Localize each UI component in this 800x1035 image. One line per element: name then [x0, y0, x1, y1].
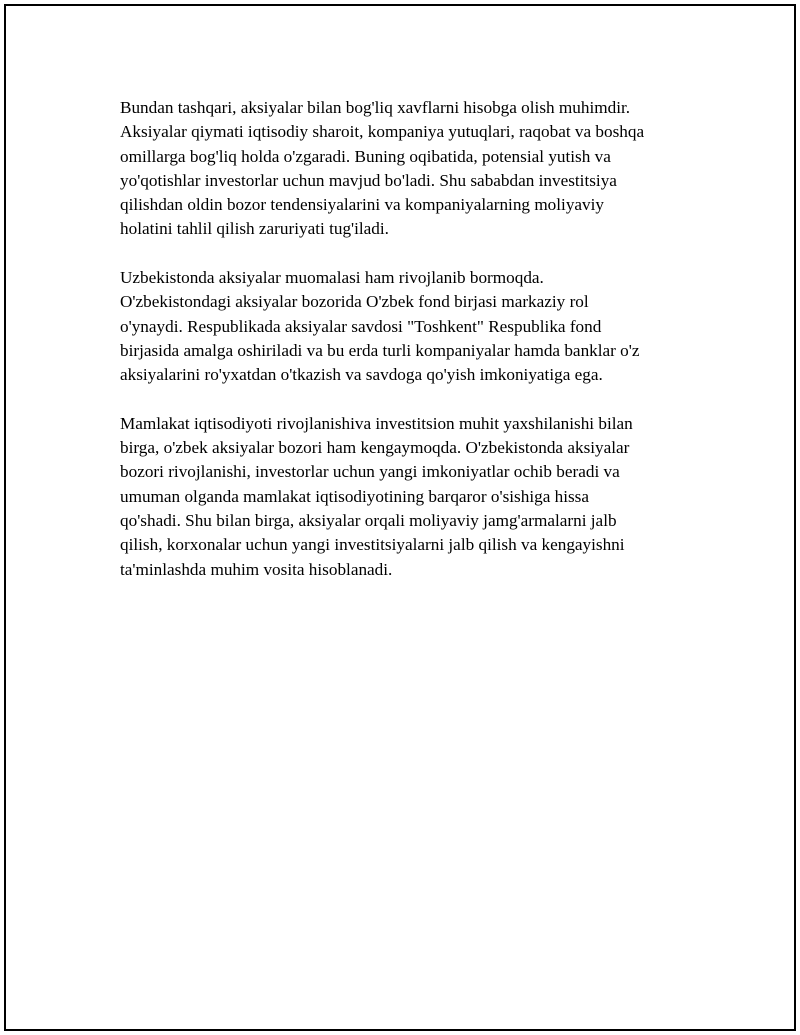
text-line: Aksiyalar qiymati iqtisodiy sharoit, kompaniya yutuqlari, raqobat va boshqa: [120, 122, 645, 142]
text-line: qilishdan oldin bozor tendensiyalarini va kompaniyalarning moliyaviy: [120, 195, 605, 215]
text-line: o'ynaydi. Respublikada aksiyalar savdosi "Toshkent" Respublika fond: [120, 316, 602, 336]
text-line: ta'minlashda muhim vosita hisoblanadi.: [120, 559, 393, 579]
text-line: aksiyalarini ro'yxatdan o'tkazish va savdoga qo'yish imkoniyatiga ega.: [120, 365, 603, 385]
text-line: bozori rivojlanishi, investorlar uchun yangi imkoniyatlar ochib beradi va: [120, 462, 620, 482]
paragraph-3: [120, 412, 700, 582]
document-body: [120, 96, 700, 606]
document-page: [4, 4, 796, 1031]
text-line: yo'qotishlar investorlar uchun mavjud bo'ladi. Shu sababdan investitsiya: [120, 170, 617, 190]
text-line: omillarga bog'liq holda o'zgaradi. Buning oqibatida, potensial yutish va: [120, 146, 611, 166]
text-line: birga, o'zbek aksiyalar bozori ham kengaymoqda. O'zbekistonda aksiyalar: [120, 438, 630, 458]
paragraph-2: [120, 266, 700, 387]
text-line: O'zbekistondagi aksiyalar bozorida O'zbek fond birjasi markaziy rol: [120, 292, 589, 312]
paragraph-1: [120, 96, 700, 242]
text-line: holatini tahlil qilish zaruriyati tug'iladi.: [120, 219, 389, 239]
text-line: Uzbekistonda aksiyalar muomalasi ham rivojlanib bormoqda.: [120, 268, 544, 288]
text-line: qo'shadi. Shu bilan birga, aksiyalar orqali moliyaviy jamg'armalarni jalb: [120, 511, 617, 531]
text-line: umuman olganda mamlakat iqtisodiyotining barqaror o'sishiga hissa: [120, 486, 589, 506]
text-line: birjasida amalga oshiriladi va bu erda turli kompaniyalar hamda banklar o'z: [120, 340, 640, 360]
text-line: Mamlakat iqtisodiyoti rivojlanishiva investitsion muhit yaxshilanishi bilan: [120, 413, 633, 433]
text-line: qilish, korxonalar uchun yangi investitsiyalarni jalb qilish va kengayishni: [120, 535, 625, 555]
text-line: Bundan tashqari, aksiyalar bilan bog'liq xavflarni hisobga olish muhimdir.: [120, 98, 631, 117]
